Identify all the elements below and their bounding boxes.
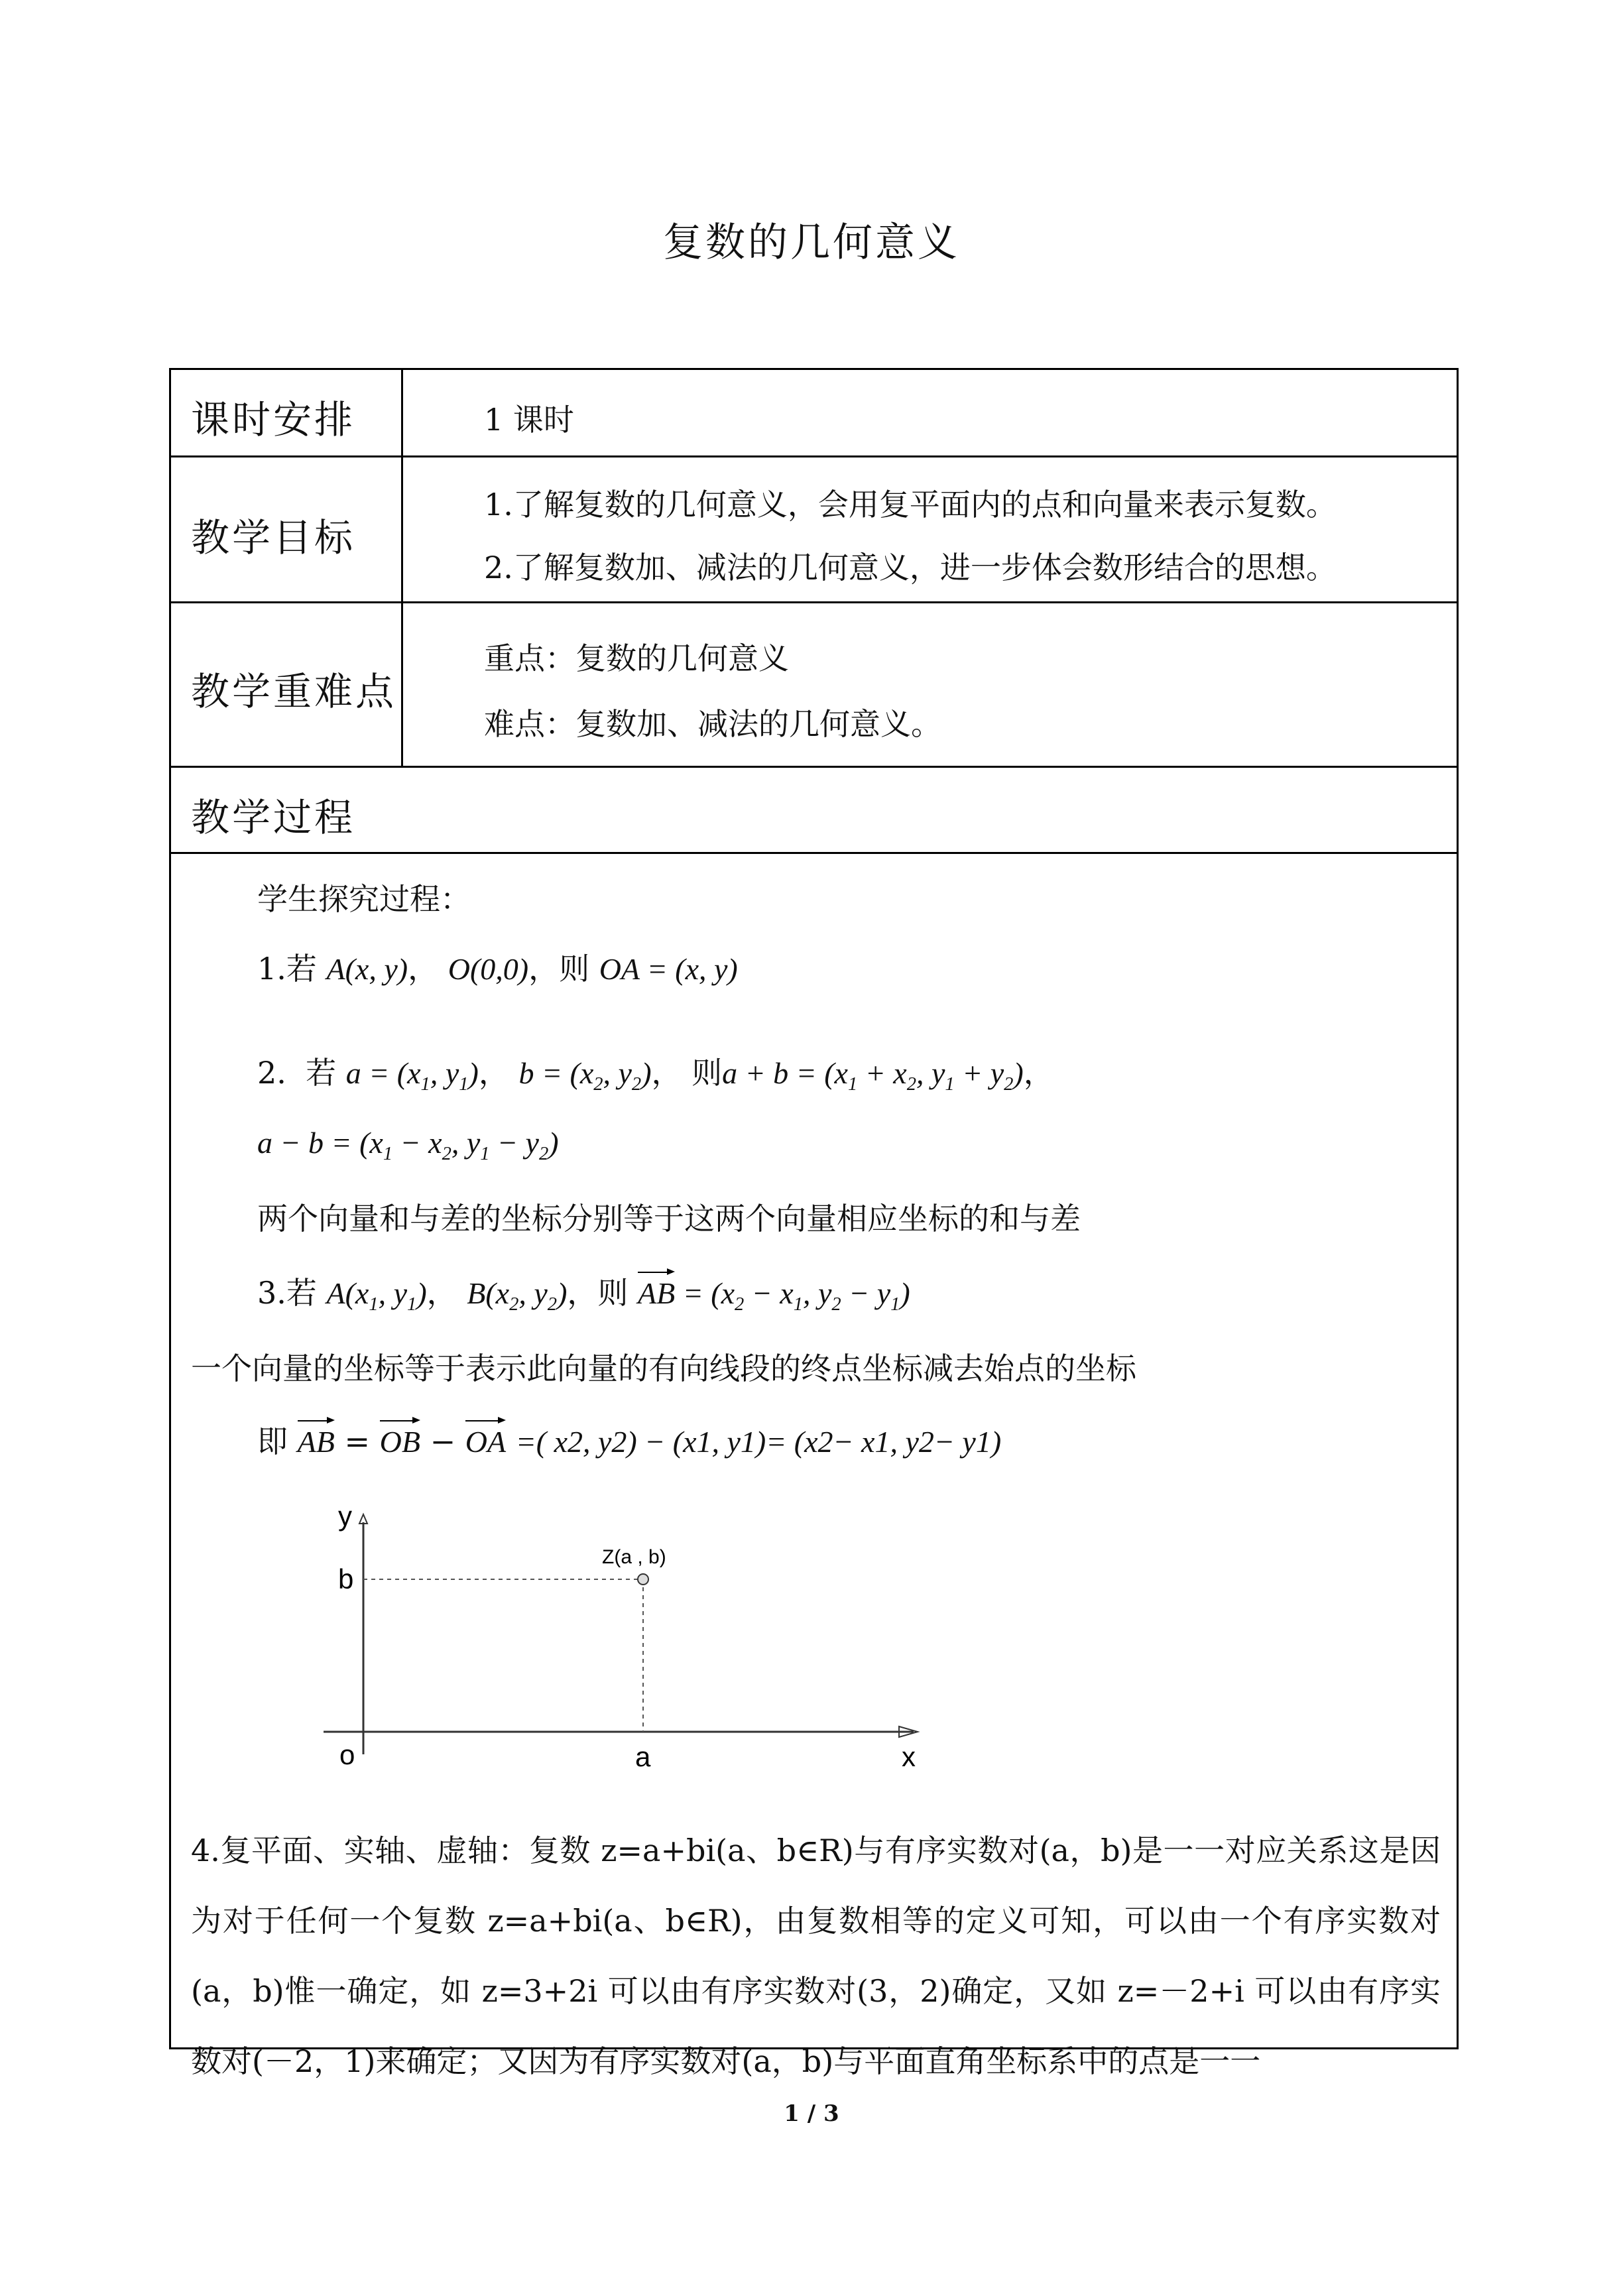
row-divider <box>171 766 1457 768</box>
sentence-vector-coords: 一个向量的坐标等于表示此向量的有向线段的终点坐标减去始点的坐标 <box>191 1351 1136 1386</box>
key-point-item: 难点：复数加、减法的几何意义。 <box>484 706 941 742</box>
formula-line-4: 3.若 $A(x_1$, $y_1$)， $B(x_2$, $y_2$)，则 AB = ($x_2 - x_1$, $y_2 - y_1$) <box>257 1275 910 1315</box>
key-point-item: 重点：复数的几何意义 <box>484 640 789 676</box>
sentence-sum-diff: 两个向量和与差的坐标分别等于这两个向量相应坐标的和与差 <box>257 1201 1081 1237</box>
page-title: 复数的几何意义 <box>663 219 960 266</box>
key-points-label: 教学重难点 <box>191 669 397 714</box>
b-label: b <box>338 1563 354 1595</box>
process-intro: 学生探究过程： <box>257 881 471 917</box>
row-divider <box>171 601 1457 603</box>
formula-line-5: 即 AB = OB − OA =( x2, y2) − (x1, y1)= (x2− x1, y2− y1) <box>257 1423 1002 1459</box>
formula-line-3: $a - b = (x_1 - x_2$, $y_1 - y_2$) <box>257 1126 559 1165</box>
process-label: 教学过程 <box>191 795 356 840</box>
complex-plane-figure <box>324 1489 940 1807</box>
page-number: 1 / 3 <box>784 2100 839 2127</box>
formula-line-2: 2. 若 $a = (x_1$, $y_1$)， $b = (x_2$, $y_2$)， 则$a + b = (x_1 + x_2$, $y_1 + y_2$)， <box>257 1055 1054 1095</box>
a-label: a <box>635 1741 651 1772</box>
objective-item: 2.了解复数加、减法的几何意义，进一步体会数形结合的思想。 <box>484 550 1337 585</box>
lesson-table <box>169 368 1459 2079</box>
y-axis-label: y <box>338 1500 352 1532</box>
row-divider <box>171 852 1457 854</box>
row-divider <box>171 455 1457 457</box>
objectives-label: 教学目标 <box>191 515 356 560</box>
y-axis-arrow <box>359 1514 367 1524</box>
objective-item: 1.了解复数的几何意义，会用复平面内的点和向量来表示复数。 <box>484 487 1337 522</box>
schedule-value: 1 课时 <box>484 402 574 438</box>
schedule-label: 课时安排 <box>191 397 356 442</box>
x-axis-label: x <box>902 1741 916 1772</box>
formula-line-1: 1.若 A(x, y)， O(0,0)，则 OA = (x, y) <box>257 951 738 987</box>
paragraph-complex-plane: 4.复平面、实轴、虚轴：复数 z=a+bi(a、b∈R)与有序实数对(a，b)是一一对应关系这是因为对于任何一个复数 z=a+bi(a、b∈R)，由复数相等的定义可知，可以由一个有序实数对(a，b)惟一确定，如 z=3+2i 可以由有序实数对(3，2)确定，又如 z=－2+i 可以由有序实数对(－2，1)来确定；又因为有序实数对(a，b)与平面直角坐标系中的点是一一 <box>191 1833 1441 2079</box>
column-divider <box>401 370 403 766</box>
point-z-label: Z(a , b) <box>602 1546 666 1568</box>
point-z <box>638 1574 648 1585</box>
origin-label: o <box>339 1739 355 1770</box>
